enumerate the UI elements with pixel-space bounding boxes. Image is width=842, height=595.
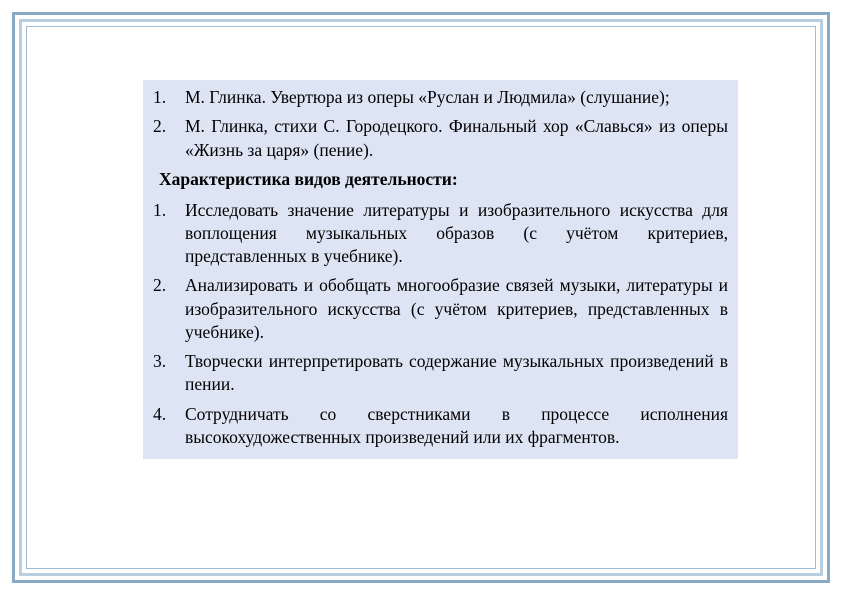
list-item-text: М. Глинка. Увертюра из оперы «Руслан и Людмила» (слушание);: [185, 87, 670, 107]
list-item-text: Сотрудничать со сверстниками в процессе исполнения высокохудожественных произведений или их фрагментов.: [185, 403, 728, 447]
list-item: [151, 350, 728, 397]
list-item-text: Анализировать и обобщать многообразие связей музыки, литературы и изобразительного искусства (с учётом критериев, представленных в учебнике).: [185, 275, 728, 342]
list-item-text: М. Глинка, стихи С. Городецкого. Финальный хор «Славься» из оперы «Жизнь за царя» (пение).: [185, 116, 728, 160]
list-item: [151, 274, 728, 344]
slide-content-block: [143, 80, 738, 459]
list-item: [151, 403, 728, 450]
list-item-marker: 1.: [153, 87, 167, 107]
list-item-marker: 2.: [153, 116, 167, 137]
list-item-marker: 3.: [153, 351, 167, 372]
list-item: [151, 199, 728, 269]
list-item: [151, 86, 728, 109]
list-item-text: Исследовать значение литературы и изобразительного искусства для воплощения музыкальных образов (с учётом критериев, представленных в учебнике).: [185, 199, 728, 267]
section-heading: Характеристика видов деятельности:: [159, 168, 458, 189]
list-item-text: Творчески интерпретировать содержание музыкальных произведений в пении.: [185, 351, 728, 395]
list-item-marker: 1.: [153, 199, 167, 220]
list-item-marker: 2.: [153, 275, 167, 296]
list-item-marker: 4.: [153, 403, 167, 424]
list-item: [151, 115, 728, 162]
